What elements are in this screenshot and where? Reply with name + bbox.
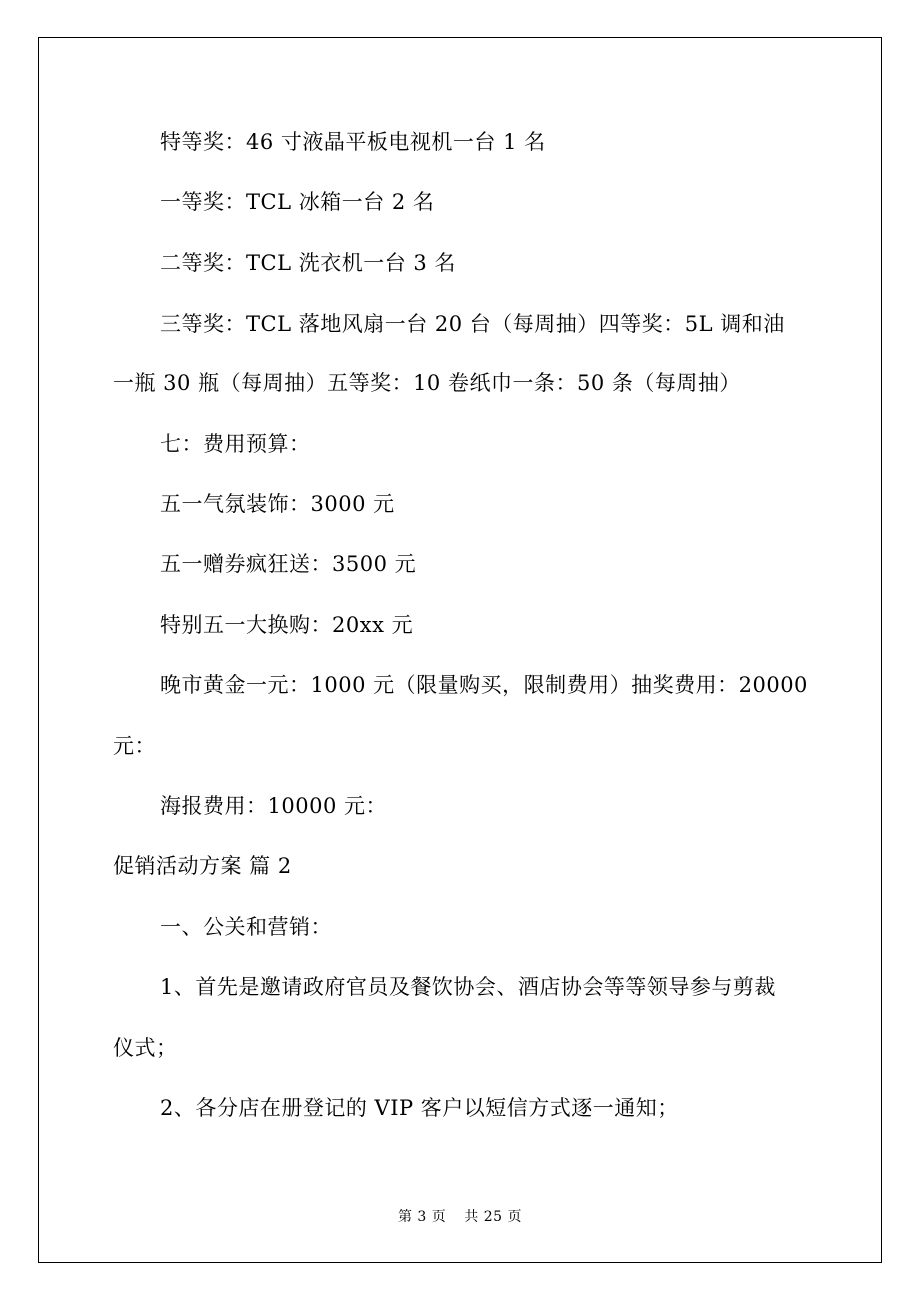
prize-first: 一等奖：TCL 冰箱一台 2 名 [160, 190, 435, 214]
budget-decoration: 五一气氛装饰：3000 元 [160, 492, 395, 516]
page-total: 共 25 页 [464, 1209, 523, 1225]
budget-coupons: 五一赠券疯狂送：3500 元 [160, 552, 417, 576]
prize-special: 特等奖：46 寸液晶平板电视机一台 1 名 [160, 130, 546, 154]
budget-evening-lottery: 晚市黄金一元：1000 元（限量购买，限制费用）抽奖费用：20000 [160, 673, 808, 697]
pr-item-1-cont: 仪式； [113, 1036, 178, 1060]
pr-marketing-heading: 一、公关和营销： [160, 915, 332, 939]
budget-evening-lottery-cont: 元： [113, 734, 156, 758]
budget-heading: 七：费用预算： [160, 432, 311, 456]
prize-third-fourth: 三等奖：TCL 落地风扇一台 20 台（每周抽）四等奖：5L 调和油 [160, 312, 785, 336]
page-number: 第 3 页 [397, 1209, 447, 1225]
prize-fourth-fifth-cont: 一瓶 30 瓶（每周抽）五等奖：10 卷纸巾一条：50 条（每周抽） [113, 371, 741, 395]
budget-exchange: 特别五一大换购：20xx 元 [160, 613, 414, 637]
budget-poster: 海报费用：10000 元： [160, 794, 387, 818]
pr-item-1: 1、首先是邀请政府官员及餐饮协会、酒店协会等等领导参与剪裁 [160, 975, 776, 999]
page-footer [0, 1208, 920, 1226]
page-border [38, 37, 882, 1263]
section-title-plan-2: 促销活动方案 篇 2 [113, 854, 292, 878]
prize-second: 二等奖：TCL 洗衣机一台 3 名 [160, 251, 456, 275]
pr-item-2: 2、各分店在册登记的 VIP 客户以短信方式逐一通知； [160, 1096, 679, 1120]
